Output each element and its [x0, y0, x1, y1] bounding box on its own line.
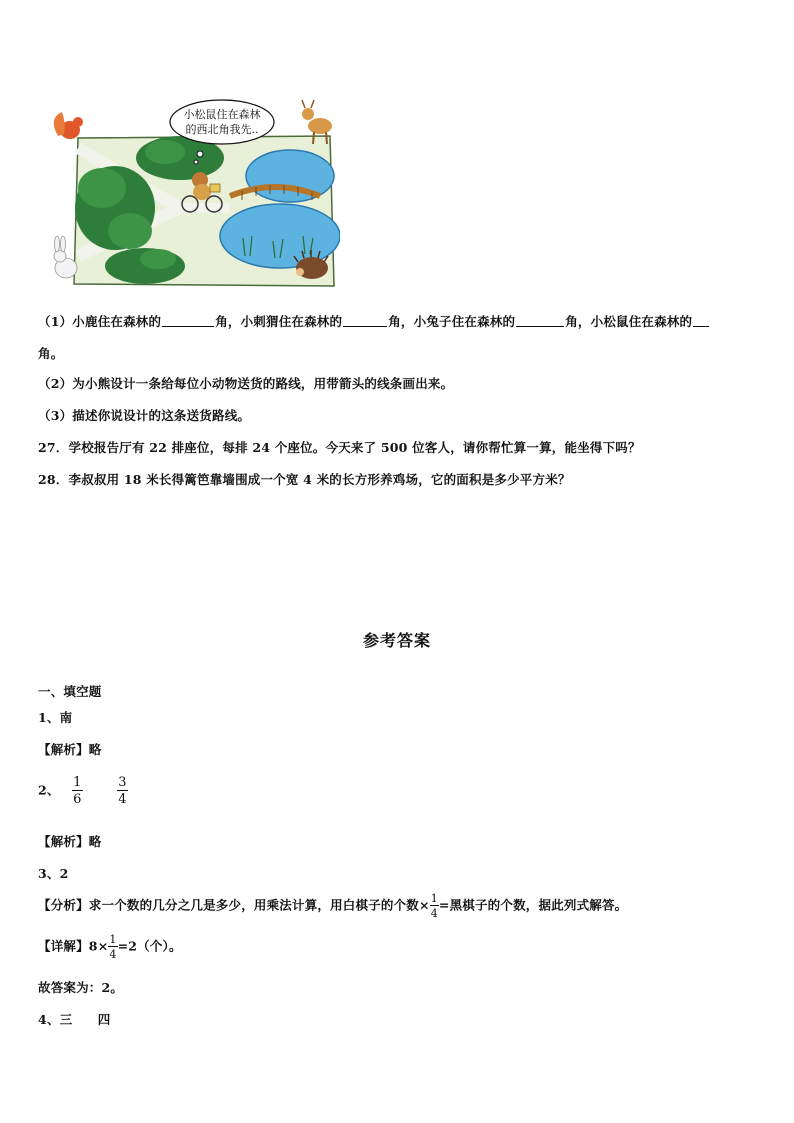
speech-bubble-line2: 的西北角我先.. [185, 123, 259, 136]
analysis-text-b: =黑棋子的个数，据此列式解答。 [438, 897, 628, 913]
answer-1-note: 【解析】略 [38, 742, 102, 757]
pond [246, 150, 334, 202]
rabbit-icon [54, 236, 77, 278]
detail-fraction [108, 934, 117, 960]
question-27: 27．学校报告厅有 22 排座位，每排 24 个座位。今天来了 500 位客人，请你帮忙算一算，能坐得下吗？ [38, 440, 641, 455]
fraction-denominator: 6 [73, 792, 82, 807]
answer-3: 3、2 [38, 866, 69, 881]
q26-part3: （3）描述你说设计的这条送货路线。 [38, 408, 251, 423]
answer-2-note: 【解析】略 [38, 834, 102, 849]
answer-2-fraction-2 [117, 776, 127, 806]
answer-2-fraction-1 [72, 776, 82, 806]
q26-p1-text-b: 角，小刺猬住在森林的 [215, 314, 343, 329]
question-28: 28．李叔叔用 18 米长得篱笆靠墙围成一个宽 4 米的长方形养鸡场，它的面积是多少平方米？ [38, 472, 571, 487]
answers-title: 参考答案 [362, 631, 431, 650]
squirrel-icon [54, 112, 83, 139]
answer-1: 1、南 [38, 710, 73, 725]
answer-4: 4、三 四 [38, 1012, 111, 1027]
q26-p1-text-c: 角，小兔子住在森林的 [388, 314, 516, 329]
detail-text-b: =2（个）。 [117, 938, 182, 954]
answer-2-label: 2、 [38, 782, 60, 798]
fraction-denominator: 4 [430, 907, 438, 920]
fraction-numerator: 1 [430, 892, 438, 905]
fraction-numerator: 1 [73, 775, 82, 790]
fraction-denominator: 4 [118, 792, 127, 807]
answer-blank-hedgehog[interactable] [343, 314, 387, 327]
answer-3-detail [38, 934, 182, 960]
fraction-denominator: 4 [109, 948, 117, 961]
q26-p1-text-d: 角，小松鼠住在森林的 [565, 314, 693, 329]
fraction-numerator: 1 [109, 933, 117, 946]
q26-part1 [38, 312, 710, 330]
fraction-numerator: 3 [118, 775, 127, 790]
answer-2 [38, 776, 128, 806]
speech-bubble-line1: 小松鼠住在森林 [183, 108, 261, 121]
answer-3-conclusion: 故答案为：2。 [38, 980, 124, 995]
analysis-fraction [430, 893, 439, 919]
answer-blank-rabbit[interactable] [516, 314, 564, 327]
q26-part1-end: 角。 [38, 346, 64, 361]
forest-map-illustration [30, 96, 340, 296]
answer-blank-deer[interactable] [162, 314, 214, 327]
detail-text-a: 【详解】8× [38, 938, 109, 954]
answers-section-heading: 一、填空题 [38, 684, 102, 699]
q26-part2: （2）为小熊设计一条给每位小动物送货的路线，用带箭头的线条画出来。 [38, 376, 454, 391]
q26-p1-text-a: （1）小鹿住在森林的 [38, 314, 162, 329]
answer-3-analysis [38, 893, 627, 919]
analysis-text-a: 【分析】求一个数的几分之几是多少，用乘法计算，用白棋子的个数× [38, 897, 430, 913]
pond-lower [220, 204, 340, 268]
answer-blank-squirrel[interactable] [693, 314, 709, 327]
